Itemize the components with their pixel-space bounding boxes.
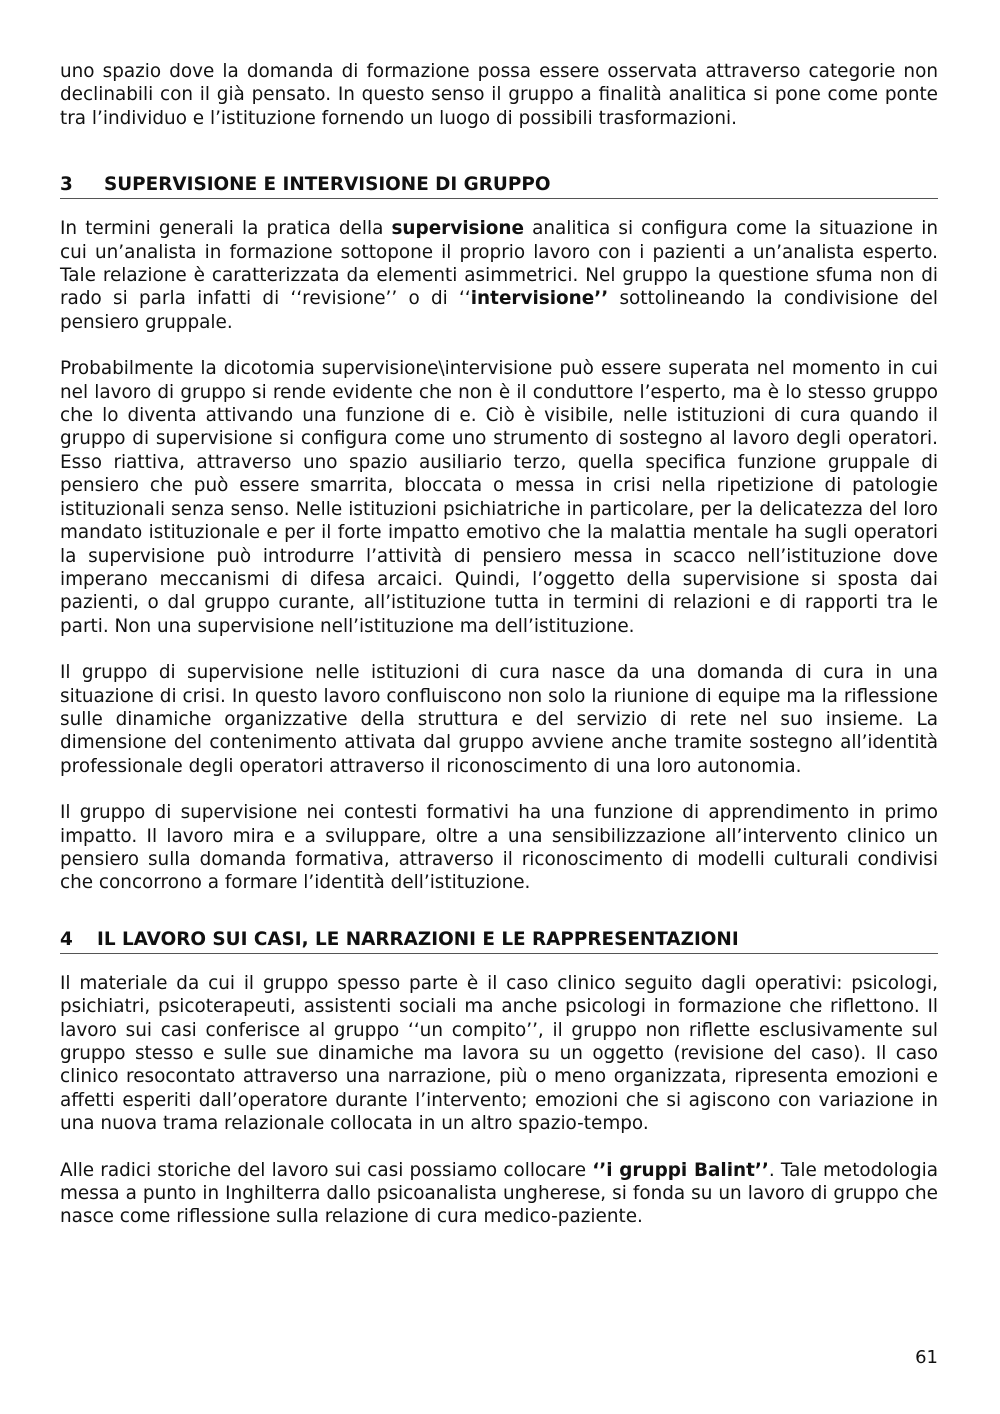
bold-term-gruppi-balint: ‘’i gruppi Balint’’: [592, 1159, 769, 1181]
bold-term-intervisione: intervisione’’: [470, 288, 609, 310]
spacer: [60, 918, 938, 928]
section-3-paragraph-3: Il gruppo di supervisione nelle istituzioni di cura nasce da una domanda di cura in una situazione di crisi. In questo lavoro confluiscono non solo la riunione di equipe ma la riflessione sulle dinamiche organizzative della struttura e del servizio di rete nel suo insieme. La dimensione del contenimento attivata dal gruppo avviene anche tramite sostegno all’identità professionale degli operatori attraverso il riconoscimento di una loro autonomia.: [60, 662, 938, 777]
section-4-title: IL LAVORO SUI CASI, LE NARRAZIONI E LE RAPPRESENTAZIONI: [97, 928, 739, 950]
section-3-title: SUPERVISIONE E INTERVISIONE DI GRUPPO: [104, 174, 551, 196]
section-4-number: 4: [60, 928, 73, 950]
section-4-paragraph-2: [60, 1159, 938, 1229]
section-3-paragraph-4: Il gruppo di supervisione nei contesti formativi ha una funzione di apprendimento in primo impatto. Il lavoro mira e a sviluppare, oltre a una sensibilizzazione all’intervento clinico un pensiero sulla domanda formativa, attraverso il riconoscimento di modelli culturali condivisi che concorrono a formare l’identità dell’istituzione.: [60, 802, 938, 894]
section-3-paragraph-1: [60, 217, 938, 334]
text-run: sottolineando la condivisione del pensiero gruppale.: [60, 288, 938, 333]
text-run: . Tale metodologia messa a punto in Inghilterra dallo psicoanalista ungherese, si fonda su un lavoro di gruppo che nasce come riflessione sulla relazione di cura medico-paziente.: [60, 1159, 938, 1228]
intro-paragraph: uno spazio dove la domanda di formazione possa essere osservata attraverso categorie non declinabili con il già pensato. In questo senso il gruppo a finalità analitica si pone come ponte tra l’individuo e l’istituzione fornendo un luogo di possibili trasformazioni.: [60, 61, 938, 129]
page-body: [60, 60, 938, 1229]
text-run: In termini generali la pratica della: [60, 218, 392, 240]
section-4-heading: [60, 928, 938, 954]
page-number: 61: [915, 1347, 938, 1368]
text-run: analitica si configura come la situazione in cui un’analista in formazione sottopone il proprio lavoro con i pazienti a un’analista esperto. Tale relazione è caratterizzata da elementi asimmetrici. Nel gruppo la questione sfuma non di rado si parla infatti di ‘‘revisione’’ o di ‘‘: [60, 218, 939, 310]
text-run: Alle radici storiche del lavoro sui casi possiamo collocare: [60, 1159, 593, 1181]
section-4-paragraph-1: Il materiale da cui il gruppo spesso parte è il caso clinico seguito dagli operativi: psicologi, psichiatri, psicoterapeuti, assistenti sociali ma anche psicologi in formazione che riflettono. Il lavoro sui casi conferisce al gruppo ‘‘un compito’’, il gruppo non riflette esclusivamente sul gruppo stesso e sulle sue dinamiche ma lavora su un oggetto (revisione del caso). Il caso clinico resocontato attraverso una narrazione, più o meno organizzata, ripresenta emozioni e affetti esperiti dall’operatore durante l’intervento; emozioni che si agiscono con variazione in una nuova trama relazionale collocata in un altro spazio-tempo.: [60, 972, 938, 1135]
spacer: [60, 153, 938, 173]
section-3-number: 3: [60, 174, 73, 196]
section-3-paragraph-2: Probabilmente la dicotomia supervisione\intervisione può essere superata nel momento in cui nel lavoro di gruppo si rende evidente che non è il conduttore l’esperto, ma è lo stesso gruppo che lo diventa attivando una funzione di e. Ciò è visibile, nelle istituzioni di cura quando il gruppo di supervisione si configura come uno strumento di sostegno al lavoro degli operatori. Esso riattiva, attraverso uno spazio ausiliario terzo, quella specifica funzione gruppale di pensiero che può essere smarrita, bloccata o messa in crisi nella ripetizione di patologie istituzionali senza senso. Nelle istituzioni psichiatriche in particolare, per la delicatezza del loro mandato istituzionale e per il forte impatto emotivo che la malattia mentale ha sugli operatori la supervisione può introdurre l’attività di pensiero messa in scacco nell’istituzione dove imperano meccanismi di difesa arcaici. Quindi, l’oggetto della supervisione si sposta dai pazienti, o dal gruppo curante, all’istituzione tutta in termini di relazioni e di rapporti tra le parti. Non una supervisione nell’istituzione ma dell’istituzione.: [60, 358, 938, 637]
bold-term-supervisione: supervisione: [391, 218, 524, 240]
section-3-heading: [60, 173, 938, 199]
